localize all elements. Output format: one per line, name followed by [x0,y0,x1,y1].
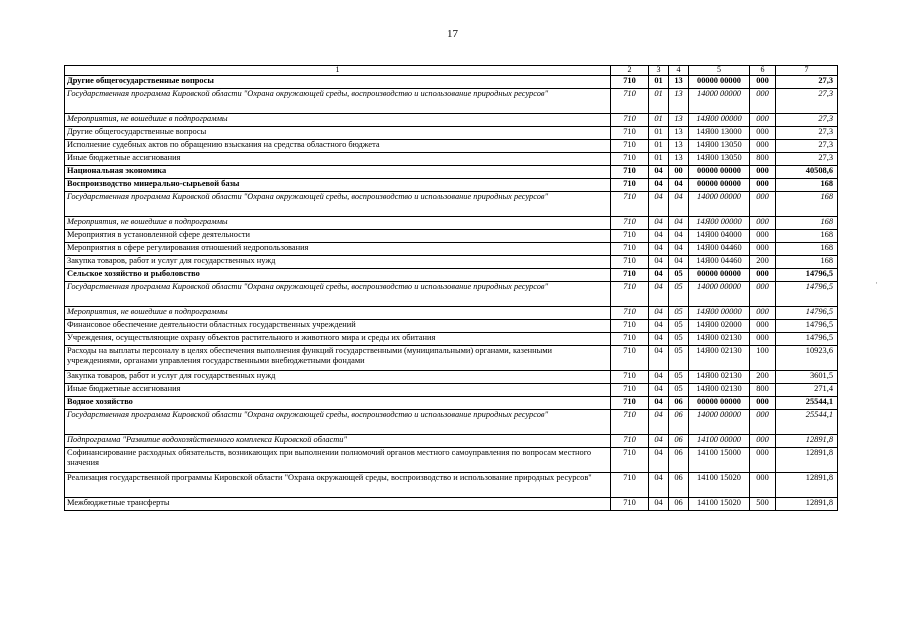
amount-cell: 168 [776,179,838,192]
section-code-cell: 04 [649,269,669,282]
table-row [65,498,838,511]
expense-type-cell: 000 [750,127,776,140]
row-name-cell: Мероприятия, не вошедшие в подпрограммы [65,217,611,230]
amount-cell: 25544,1 [776,410,838,435]
target-article-cell: 14Я00 02130 [689,384,750,397]
ministry-code-cell: 710 [611,498,649,511]
section-code-cell: 04 [649,410,669,435]
target-article-cell: 14000 00000 [689,192,750,217]
column-header: 3 [649,66,669,76]
subsection-code-cell: 06 [669,448,689,473]
column-header: 5 [689,66,750,76]
amount-cell: 12891,8 [776,473,838,498]
expense-type-cell: 000 [750,473,776,498]
amount-cell: 27,3 [776,114,838,127]
target-article-cell: 00000 00000 [689,179,750,192]
section-code-cell: 04 [649,166,669,179]
table-row [65,230,838,243]
expense-type-cell: 000 [750,435,776,448]
expense-type-cell: 000 [750,217,776,230]
row-name-cell: Воспроизводство минерально-сырьевой базы [65,179,611,192]
amount-cell: 27,3 [776,127,838,140]
ministry-code-cell: 710 [611,114,649,127]
subsection-code-cell: 13 [669,114,689,127]
row-name-cell: Подпрограмма "Развитие водохозяйственного комплекса Кировской области" [65,435,611,448]
ministry-code-cell: 710 [611,269,649,282]
column-header: 1 [65,66,611,76]
row-name-cell: Закупка товаров, работ и услуг для государственных нужд [65,256,611,269]
table-row [65,346,838,371]
amount-cell: 12891,8 [776,498,838,511]
target-article-cell: 14Я00 13050 [689,140,750,153]
table-row [65,307,838,320]
expense-type-cell: 200 [750,256,776,269]
amount-cell: 14796,5 [776,333,838,346]
section-code-cell: 04 [649,320,669,333]
subsection-code-cell: 04 [669,217,689,230]
ministry-code-cell: 710 [611,192,649,217]
row-name-cell: Софинансирование расходных обязательств, возникающих при выполнении полномочий органов местного самоуправления по вопросам местного значения [65,448,611,473]
subsection-code-cell: 04 [669,243,689,256]
expense-type-cell: 000 [750,448,776,473]
amount-cell: 12891,8 [776,448,838,473]
table-row [65,320,838,333]
subsection-code-cell: 05 [669,282,689,307]
expense-type-cell: 000 [750,269,776,282]
subsection-code-cell: 06 [669,473,689,498]
ministry-code-cell: 710 [611,473,649,498]
column-header: 4 [669,66,689,76]
row-name-cell: Исполнение судебных актов по обращению взыскания на средства областного бюджета [65,140,611,153]
table-row [65,473,838,498]
ministry-code-cell: 710 [611,282,649,307]
subsection-code-cell: 05 [669,320,689,333]
row-name-cell: Иные бюджетные ассигнования [65,384,611,397]
amount-cell: 40508,6 [776,166,838,179]
target-article-cell: 14Я00 04460 [689,243,750,256]
target-article-cell: 14Я00 00000 [689,307,750,320]
section-code-cell: 01 [649,89,669,114]
ministry-code-cell: 710 [611,307,649,320]
amount-cell: 168 [776,217,838,230]
subsection-code-cell: 13 [669,140,689,153]
expense-type-cell: 800 [750,384,776,397]
ministry-code-cell: 710 [611,153,649,166]
ministry-code-cell: 710 [611,243,649,256]
section-code-cell: 04 [649,230,669,243]
section-code-cell: 04 [649,397,669,410]
target-article-cell: 14100 00000 [689,435,750,448]
subsection-code-cell: 13 [669,127,689,140]
section-code-cell: 04 [649,498,669,511]
subsection-code-cell: 13 [669,153,689,166]
ministry-code-cell: 710 [611,371,649,384]
amount-cell: 27,3 [776,153,838,166]
subsection-code-cell: 04 [669,256,689,269]
expense-type-cell: 000 [750,192,776,217]
section-code-cell: 01 [649,127,669,140]
section-code-cell: 04 [649,384,669,397]
subsection-code-cell: 05 [669,384,689,397]
section-code-cell: 04 [649,217,669,230]
table-row [65,192,838,217]
subsection-code-cell: 13 [669,89,689,114]
row-name-cell: Другие общегосударственные вопросы [65,127,611,140]
row-name-cell: Водное хозяйство [65,397,611,410]
table-row [65,179,838,192]
expense-type-cell: 000 [750,76,776,89]
amount-cell: 25544,1 [776,397,838,410]
row-name-cell: Другие общегосударственные вопросы [65,76,611,89]
ministry-code-cell: 710 [611,140,649,153]
section-code-cell: 04 [649,371,669,384]
section-code-cell: 04 [649,243,669,256]
section-code-cell: 01 [649,140,669,153]
target-article-cell: 14Я00 00000 [689,217,750,230]
table-row [65,384,838,397]
expense-type-cell: 800 [750,153,776,166]
amount-cell: 168 [776,256,838,269]
subsection-code-cell: 06 [669,498,689,511]
scan-mark: · [875,278,878,288]
amount-cell: 27,3 [776,140,838,153]
target-article-cell: 14Я00 04460 [689,256,750,269]
row-name-cell: Мероприятия в сфере регулирования отношений недропользования [65,243,611,256]
amount-cell: 27,3 [776,76,838,89]
table-row [65,410,838,435]
ministry-code-cell: 710 [611,384,649,397]
table-row [65,333,838,346]
ministry-code-cell: 710 [611,397,649,410]
expense-type-cell: 000 [750,114,776,127]
expense-type-cell: 100 [750,346,776,371]
ministry-code-cell: 710 [611,410,649,435]
expense-type-cell: 000 [750,410,776,435]
target-article-cell: 14Я00 13050 [689,153,750,166]
row-name-cell: Закупка товаров, работ и услуг для государственных нужд [65,371,611,384]
subsection-code-cell: 05 [669,346,689,371]
expense-type-cell: 000 [750,179,776,192]
row-name-cell: Межбюджетные трансферты [65,498,611,511]
expense-type-cell: 000 [750,282,776,307]
column-header: 6 [750,66,776,76]
subsection-code-cell: 05 [669,307,689,320]
subsection-code-cell: 05 [669,269,689,282]
section-code-cell: 04 [649,307,669,320]
row-name-cell: Учреждения, осуществляющие охрану объектов растительного и животного мира и среды их обитания [65,333,611,346]
subsection-code-cell: 00 [669,166,689,179]
expense-type-cell: 000 [750,166,776,179]
ministry-code-cell: 710 [611,448,649,473]
target-article-cell: 14Я00 02130 [689,346,750,371]
target-article-cell: 14100 15020 [689,498,750,511]
section-code-cell: 01 [649,76,669,89]
table-row [65,140,838,153]
row-name-cell: Расходы на выплаты персоналу в целях обеспечения выполнения функций государственными (муниципальными) органами, казенными учреждениями, органами управления государственными внебюджетными фондами [65,346,611,371]
subsection-code-cell: 06 [669,397,689,410]
table-row [65,217,838,230]
amount-cell: 168 [776,230,838,243]
expense-type-cell: 000 [750,333,776,346]
row-name-cell: Государственная программа Кировской области "Охрана окружающей среды, воспроизводство и использование природных ресурсов" [65,410,611,435]
section-code-cell: 04 [649,282,669,307]
row-name-cell: Мероприятия, не вошедшие в подпрограммы [65,114,611,127]
row-name-cell: Государственная программа Кировской области "Охрана окружающей среды, воспроизводство и использование природных ресурсов" [65,282,611,307]
row-name-cell: Мероприятия в установленной сфере деятельности [65,230,611,243]
row-name-cell: Финансовое обеспечение деятельности областных государственных учреждений [65,320,611,333]
ministry-code-cell: 710 [611,230,649,243]
budget-table [64,65,838,511]
table-row [65,166,838,179]
ministry-code-cell: 710 [611,166,649,179]
subsection-code-cell: 05 [669,333,689,346]
ministry-code-cell: 710 [611,217,649,230]
row-name-cell: Мероприятия, не вошедшие в подпрограммы [65,307,611,320]
table-row [65,243,838,256]
page-number: 17 [447,28,458,40]
expense-type-cell: 000 [750,230,776,243]
target-article-cell: 14Я00 04000 [689,230,750,243]
section-code-cell: 04 [649,192,669,217]
row-name-cell: Государственная программа Кировской области "Охрана окружающей среды, воспроизводство и использование природных ресурсов" [65,89,611,114]
section-code-cell: 04 [649,473,669,498]
row-name-cell: Государственная программа Кировской области "Охрана окружающей среды, воспроизводство и использование природных ресурсов" [65,192,611,217]
subsection-code-cell: 04 [669,179,689,192]
target-article-cell: 14Я00 02130 [689,333,750,346]
ministry-code-cell: 710 [611,76,649,89]
ministry-code-cell: 710 [611,346,649,371]
expense-type-cell: 500 [750,498,776,511]
section-code-cell: 04 [649,179,669,192]
row-name-cell: Национальная экономика [65,166,611,179]
target-article-cell: 14Я00 00000 [689,114,750,127]
section-code-cell: 04 [649,435,669,448]
target-article-cell: 00000 00000 [689,397,750,410]
expense-type-cell: 000 [750,397,776,410]
section-code-cell: 01 [649,153,669,166]
amount-cell: 14796,5 [776,307,838,320]
amount-cell: 27,3 [776,89,838,114]
table-row [65,76,838,89]
amount-cell: 3601,5 [776,371,838,384]
target-article-cell: 00000 00000 [689,76,750,89]
target-article-cell: 14100 15000 [689,448,750,473]
row-name-cell: Иные бюджетные ассигнования [65,153,611,166]
amount-cell: 271,4 [776,384,838,397]
amount-cell: 10923,6 [776,346,838,371]
table-row [65,256,838,269]
amount-cell: 14796,5 [776,269,838,282]
expense-type-cell: 000 [750,320,776,333]
expense-type-cell: 000 [750,89,776,114]
target-article-cell: 14000 00000 [689,282,750,307]
table-row [65,435,838,448]
subsection-code-cell: 05 [669,371,689,384]
target-article-cell: 14Я00 02000 [689,320,750,333]
ministry-code-cell: 710 [611,320,649,333]
table-row [65,153,838,166]
section-code-cell: 04 [649,448,669,473]
table-row [65,269,838,282]
ministry-code-cell: 710 [611,333,649,346]
amount-cell: 14796,5 [776,320,838,333]
expense-type-cell: 000 [750,243,776,256]
table-row [65,371,838,384]
column-header: 2 [611,66,649,76]
target-article-cell: 14100 15020 [689,473,750,498]
section-code-cell: 04 [649,346,669,371]
table-row [65,282,838,307]
target-article-cell: 14Я00 13000 [689,127,750,140]
subsection-code-cell: 04 [669,192,689,217]
section-code-cell: 01 [649,114,669,127]
subsection-code-cell: 06 [669,435,689,448]
section-code-cell: 04 [649,333,669,346]
target-article-cell: 14000 00000 [689,410,750,435]
target-article-cell: 14Я00 02130 [689,371,750,384]
ministry-code-cell: 710 [611,435,649,448]
subsection-code-cell: 06 [669,410,689,435]
ministry-code-cell: 710 [611,179,649,192]
amount-cell: 14796,5 [776,282,838,307]
table-row [65,448,838,473]
table-body [65,76,838,511]
section-code-cell: 04 [649,256,669,269]
table-row [65,114,838,127]
subsection-code-cell: 13 [669,76,689,89]
amount-cell: 168 [776,243,838,256]
amount-cell: 12891,8 [776,435,838,448]
ministry-code-cell: 710 [611,256,649,269]
target-article-cell: 00000 00000 [689,166,750,179]
expense-type-cell: 200 [750,371,776,384]
table-row [65,127,838,140]
row-name-cell: Сельское хозяйство и рыболовство [65,269,611,282]
ministry-code-cell: 710 [611,127,649,140]
ministry-code-cell: 710 [611,89,649,114]
table-header-row [65,66,838,76]
table-row [65,397,838,410]
amount-cell: 168 [776,192,838,217]
target-article-cell: 00000 00000 [689,269,750,282]
subsection-code-cell: 04 [669,230,689,243]
row-name-cell: Реализация государственной программы Кировской области "Охрана окружающей среды, воспроизводство и использование природных ресурсов" [65,473,611,498]
expense-type-cell: 000 [750,140,776,153]
column-header: 7 [776,66,838,76]
table-row [65,89,838,114]
target-article-cell: 14000 00000 [689,89,750,114]
expense-type-cell: 000 [750,307,776,320]
